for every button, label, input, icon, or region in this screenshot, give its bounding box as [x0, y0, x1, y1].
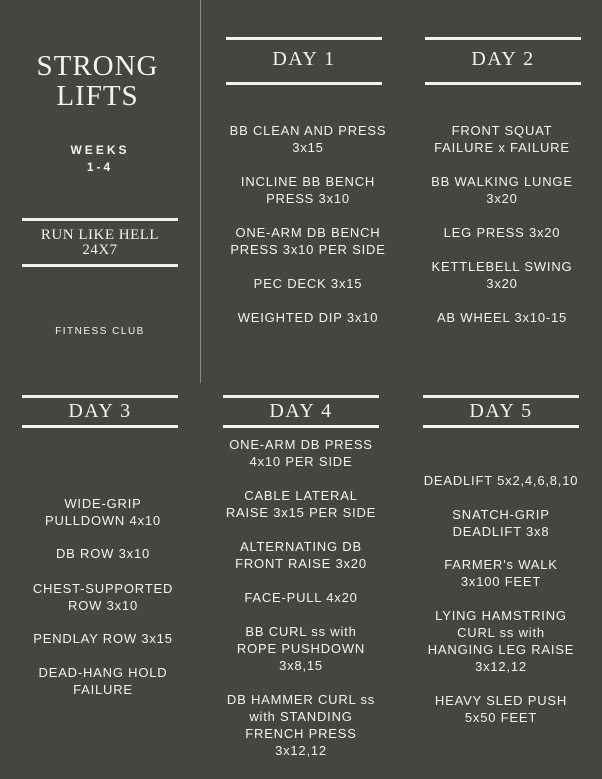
title-line: STRONG [36, 50, 159, 82]
day5-bottom-rule [423, 425, 579, 428]
exercise-line: 3x12,12 [275, 743, 327, 758]
exercise-item [3, 545, 203, 562]
weeks-label [0, 142, 200, 176]
exercise-line: ALTERNATING DB [240, 539, 362, 554]
exercise-line: DEADLIFT 3x8 [452, 524, 550, 539]
exercise-item [401, 556, 601, 590]
exercise-line: FRONT RAISE 3x20 [235, 556, 367, 571]
exercise-line: FAILURE [73, 682, 133, 697]
exercise-item [201, 691, 401, 759]
exercise-line: 3x8,15 [279, 658, 323, 673]
exercise-line: BB WALKING LUNGE [431, 174, 573, 189]
exercise-line: FRONT SQUAT [451, 123, 553, 138]
weeks-line: 1-4 [86, 160, 114, 174]
exercise-line: 3x20 [486, 276, 518, 291]
exercise-line: CABLE LATERAL [244, 488, 358, 503]
exercise-item [401, 607, 601, 675]
title-line: LIFTS [56, 80, 139, 112]
day2-bottom-rule [425, 82, 581, 85]
day1-top-rule [226, 37, 382, 40]
weeks-line: WEEKS [70, 143, 130, 157]
exercise-line: 3x12,12 [475, 659, 527, 674]
exercise-line: INCLINE BB BENCH [240, 174, 376, 189]
exercise-line: SNATCH-GRIP [452, 507, 550, 522]
day3-bottom-rule [22, 425, 178, 428]
exercise-line: HANGING LEG RAISE [427, 642, 575, 657]
exercise-line: PULLDOWN 4x10 [45, 513, 161, 528]
exercise-line: 3x15 [292, 140, 324, 155]
day5-top-rule [423, 395, 579, 398]
day1-bottom-rule [226, 82, 382, 85]
exercise-line: 5x50 FEET [464, 710, 538, 725]
club-name: FITNESS CLUB [55, 326, 145, 337]
exercise-line: with STANDING [249, 709, 353, 724]
tagline-bottom-rule [22, 264, 178, 267]
exercise-line: ONE-ARM DB BENCH [235, 225, 381, 240]
exercise-item [208, 275, 408, 292]
exercise-line: FACE-PULL 4x20 [244, 590, 358, 605]
exercise-item [402, 309, 602, 326]
exercise-line: 3x100 FEET [460, 574, 542, 589]
tagline [22, 228, 178, 258]
day4-top-rule [223, 395, 379, 398]
tagline-top-rule [22, 218, 178, 221]
exercise-line: WIDE-GRIP [64, 496, 142, 511]
exercise-line: CHEST-SUPPORTED [32, 581, 174, 596]
exercise-item [402, 122, 602, 156]
exercise-line: KETTLEBELL SWING [431, 259, 573, 274]
exercise-item [3, 495, 203, 529]
exercise-line: ROW 3x10 [68, 598, 138, 613]
exercise-item [201, 487, 401, 521]
exercise-line: DB ROW 3x10 [55, 546, 151, 561]
exercise-item [401, 506, 601, 540]
exercise-line: PRESS 3x10 [266, 191, 350, 206]
exercise-item [3, 664, 203, 698]
exercise-line: BB CLEAN AND PRESS [229, 123, 387, 138]
exercise-item [208, 309, 408, 326]
exercise-line: PRESS 3x10 PER SIDE [230, 242, 386, 257]
exercise-item [401, 472, 601, 489]
exercise-line: PENDLAY ROW 3x15 [33, 631, 173, 646]
exercise-line: BB CURL ss with [245, 624, 357, 639]
day3-title: DAY 3 [68, 400, 132, 422]
vertical-divider [200, 0, 201, 383]
exercise-item [3, 630, 203, 647]
exercise-item [402, 173, 602, 207]
page-title [0, 51, 195, 111]
day4-bottom-rule [223, 425, 379, 428]
exercise-line: CURL ss with [457, 625, 545, 640]
exercise-item [201, 436, 401, 470]
exercise-item [402, 258, 602, 292]
exercise-line: AB WHEEL 3x10-15 [436, 310, 568, 325]
tagline-line: 24X7 [82, 242, 118, 258]
exercise-line: LEG PRESS 3x20 [443, 225, 561, 240]
exercise-line: PEC DECK 3x15 [253, 276, 363, 291]
exercise-item [402, 224, 602, 241]
day2-top-rule [425, 37, 581, 40]
exercise-item [201, 538, 401, 572]
exercise-item [3, 580, 203, 614]
exercise-line: WEIGHTED DIP 3x10 [237, 310, 379, 325]
exercise-line: 4x10 PER SIDE [249, 454, 353, 469]
day5-title: DAY 5 [469, 400, 533, 422]
exercise-line: FRENCH PRESS [245, 726, 357, 741]
exercise-item [201, 589, 401, 606]
exercise-line: HEAVY SLED PUSH [434, 693, 568, 708]
exercise-item [208, 122, 408, 156]
exercise-item [208, 224, 408, 258]
exercise-line: RAISE 3x15 PER SIDE [225, 505, 377, 520]
tagline-line: RUN LIKE HELL [40, 227, 160, 243]
day2-title: DAY 2 [471, 48, 535, 70]
exercise-line: DB HAMMER CURL ss [226, 692, 376, 707]
exercise-line: ONE-ARM DB PRESS [229, 437, 373, 452]
day4-title: DAY 4 [269, 400, 333, 422]
exercise-item [401, 692, 601, 726]
exercise-line: DEADLIFT 5x2,4,6,8,10 [423, 473, 579, 488]
exercise-item [201, 623, 401, 674]
exercise-line: FAILURE x FAILURE [434, 140, 570, 155]
day1-title: DAY 1 [272, 48, 336, 70]
day3-top-rule [22, 395, 178, 398]
exercise-item [208, 173, 408, 207]
exercise-line: DEAD-HANG HOLD [38, 665, 168, 680]
exercise-line: 3x20 [486, 191, 518, 206]
exercise-line: LYING HAMSTRING [435, 608, 567, 623]
exercise-line: ROPE PUSHDOWN [236, 641, 366, 656]
exercise-line: FARMER's WALK [444, 557, 558, 572]
